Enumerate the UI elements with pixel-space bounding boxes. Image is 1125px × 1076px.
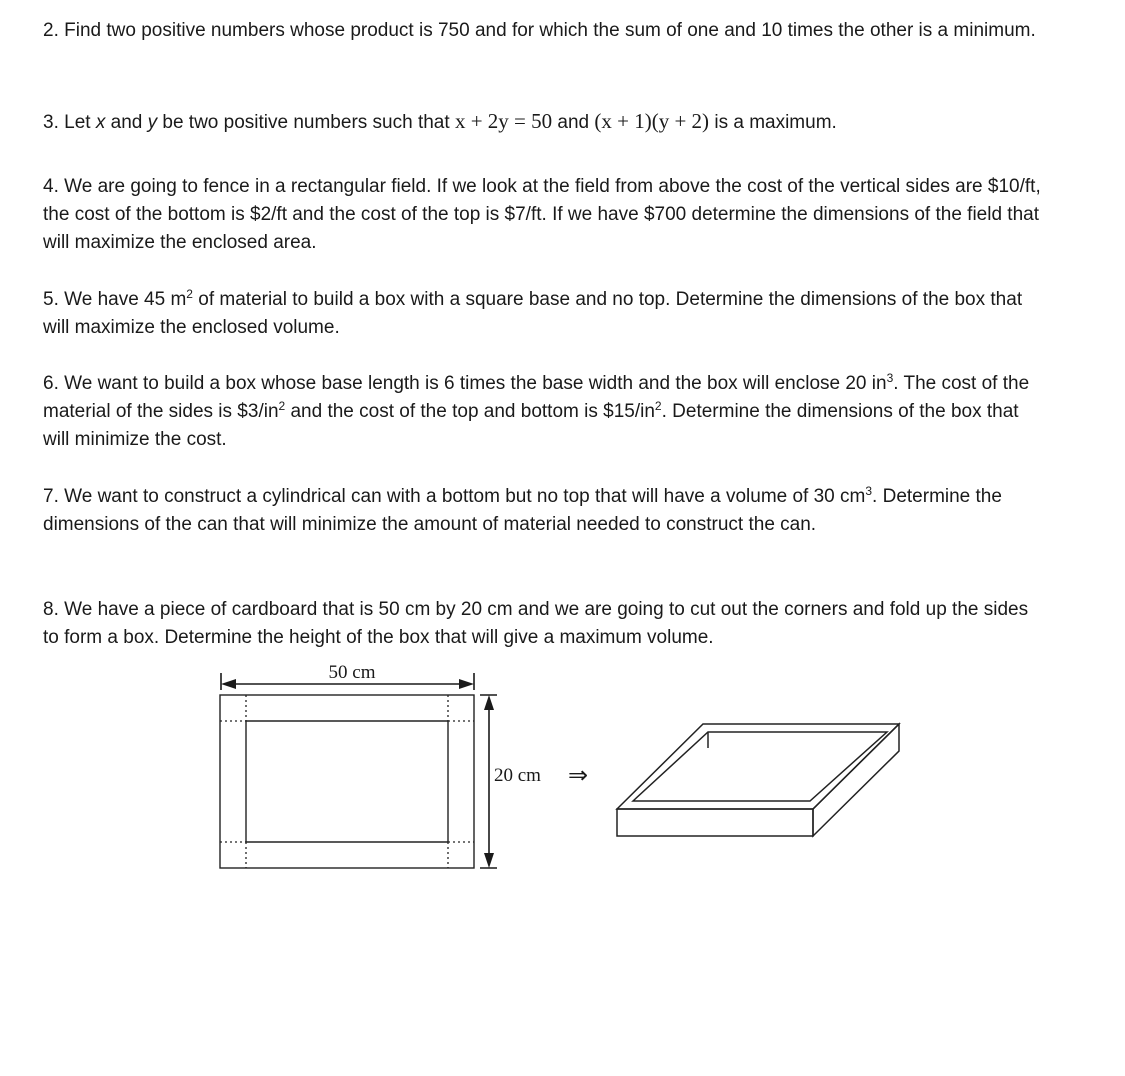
problem-text-and-2: and	[557, 112, 590, 133]
problem-text-mid: be two positive numbers such that	[162, 112, 450, 133]
implies-arrow-icon: ⇒	[567, 761, 589, 789]
problem-7	[43, 483, 1043, 539]
problem-6	[43, 370, 1043, 454]
arrowhead-down	[484, 853, 494, 868]
problem-text: We have a piece of cardboard that is 50 cm by 20 cm and we are going to cut out the corners and fold up the sides to form a box. Determine the height of the box that will give a maximum volume.	[43, 599, 1029, 648]
arrowhead-up	[484, 695, 494, 710]
variable-y: y	[147, 112, 158, 133]
problem-text-after: of material to build a box with a square base and no top. Determine the dimensions of the box that will maximize the enclosed volume.	[43, 289, 1023, 338]
superscript: 2	[654, 399, 662, 413]
problem-text-2: . The cost of the material of the sides is $3/in	[43, 373, 1030, 422]
problem-text-4: . Determine the dimensions of the box that will minimize the cost.	[43, 401, 1019, 450]
problem-text-2: . Determine the dimensions of the can that will minimize the amount of material needed to construct the can.	[43, 486, 1002, 535]
problem-4	[43, 173, 1043, 257]
problem-text-after: is a maximum.	[714, 112, 837, 133]
arrowhead-right	[459, 679, 474, 689]
height-label: 20 cm	[494, 765, 541, 786]
cardboard-sheet	[220, 695, 474, 868]
problem-number: 8.	[43, 599, 59, 620]
problem-3	[43, 107, 1043, 137]
problem-text-before: Let	[64, 112, 91, 133]
problem-text-and: and	[110, 112, 143, 133]
problem-number: 7.	[43, 486, 59, 507]
problem-text-1: We want to build a box whose base length is 6 times the base width and the box will enclose 20 in	[64, 373, 887, 394]
problem-number: 6.	[43, 373, 59, 394]
constraint-equation: x + 2y = 50	[454, 109, 553, 133]
problem-number: 5.	[43, 289, 59, 310]
problem-text-3: and the cost of the top and bottom is $15/in	[290, 401, 655, 422]
arrowhead-left	[221, 679, 236, 689]
problem-text: Find two positive numbers whose product is 750 and for which the sum of one and 10 times the other is a minimum.	[64, 20, 1036, 41]
problem-text: We are going to fence in a rectangular field. If we look at the field from above the cost of the vertical sides are $10/ft, the cost of the bottom is $2/ft and the cost of the top is $7/ft. If we have $700 determine the dimensions of the field that will maximize the enclosed area.	[43, 176, 1041, 253]
problem-text-before: We have 45 m	[64, 289, 187, 310]
problem-5	[43, 286, 1043, 342]
problem-number: 4.	[43, 176, 59, 197]
superscript: 2	[186, 287, 193, 301]
problem-number: 3.	[43, 112, 59, 133]
variable-x: x	[95, 112, 106, 133]
superscript: 3	[865, 484, 873, 498]
cardboard-box-diagram	[0, 655, 1125, 885]
objective-expression: (x + 1)(y + 2)	[594, 109, 710, 133]
problem-2	[43, 17, 1043, 45]
problem-8	[43, 596, 1043, 652]
problem-text-1: We want to construct a cylindrical can with a bottom but no top that will have a volume of 30 cm	[64, 486, 866, 507]
width-label: 50 cm	[328, 662, 376, 683]
superscript: 3	[886, 371, 894, 385]
problem-number: 2.	[43, 20, 59, 41]
folded-box	[617, 724, 899, 836]
superscript: 2	[278, 399, 286, 413]
